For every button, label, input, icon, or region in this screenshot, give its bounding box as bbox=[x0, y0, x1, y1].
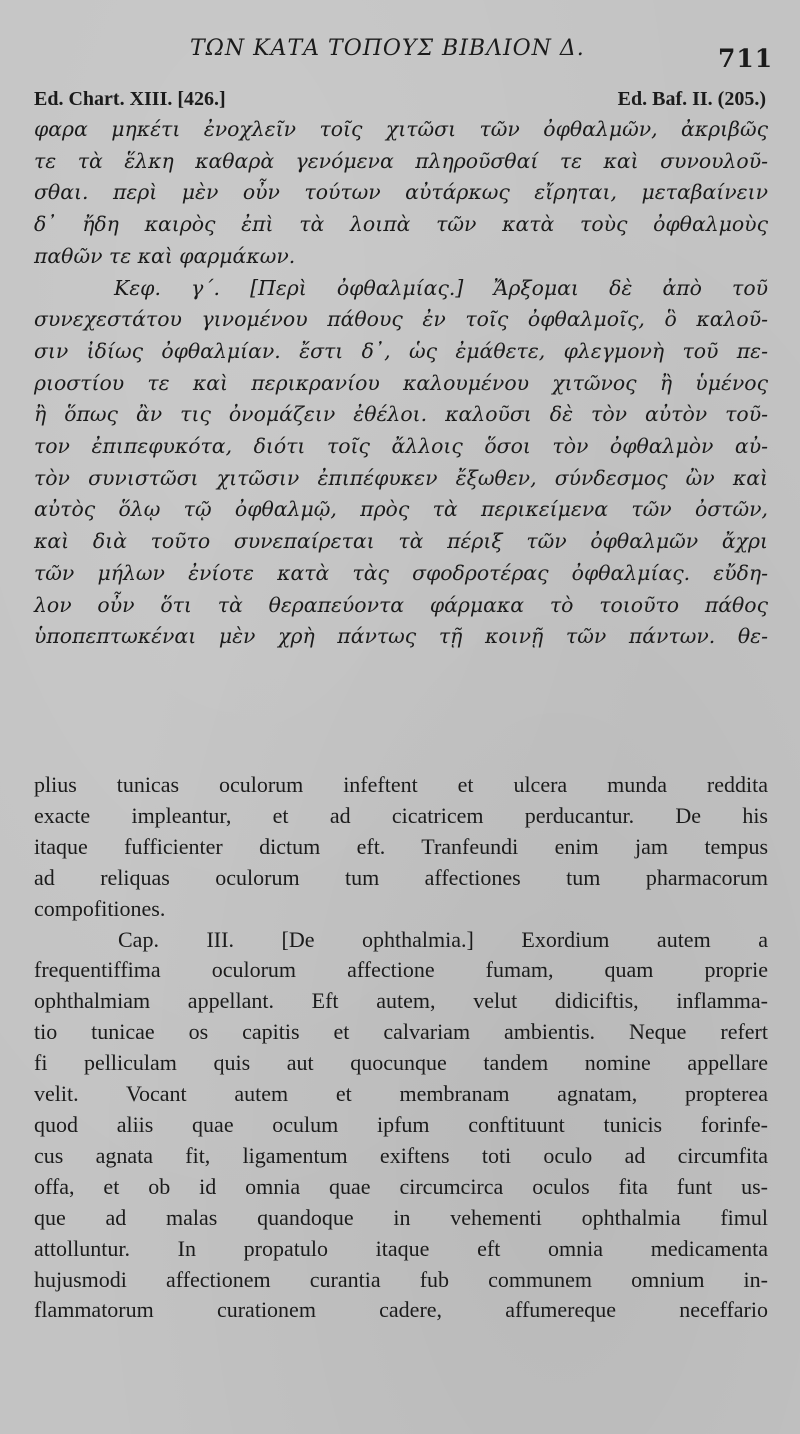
greek-line: τον ἐπιπεφυκότα, διότι τοῖς ἄλλοις ὅσοι τὸν ὀφθαλμὸν αὐ- bbox=[34, 434, 768, 459]
latin-line: frequentiffima oculorum affectione fumam, quam proprie bbox=[34, 957, 768, 983]
greek-line: σθαι. περὶ μὲν οὖν τούτων αὐτάρκως εἴρηται, μεταβαίνειν bbox=[34, 180, 768, 205]
latin-line: flammatorum curationem cadere, affumereque neceffario bbox=[34, 1297, 768, 1323]
latin-line: fi pelliculam quis aut quocunque tandem nomine appellare bbox=[34, 1050, 768, 1076]
latin-chapter-heading-line: Cap. III. [De ophthalmia.] Exordium autem a bbox=[118, 926, 768, 952]
greek-line: τε τὰ ἕλκη καθαρὰ γενόμενα πληροῦσθαί τε καὶ συνουλοῦ- bbox=[34, 148, 768, 173]
latin-line: ophthalmiam appellant. Eft autem, velut didiciftis, inflamma- bbox=[34, 988, 768, 1014]
greek-line: φαρα μηκέτι ἐνοχλεῖν τοῖς χιτῶσι τῶν ὀφθαλμῶν, ἀκριβῶς bbox=[34, 117, 768, 141]
page-number: 711 bbox=[718, 44, 774, 73]
latin-line: exacte impleantur, et ad cicatricem perducantur. De his bbox=[34, 802, 768, 828]
greek-line: αὐτὸς ὅλῳ τῷ ὀφθαλμῷ, πρὸς τὰ περικείμενα τῶν ὀστῶν, bbox=[34, 497, 768, 522]
latin-line: offa, et ob id omnia quae circumcirca oculos fita funt us- bbox=[34, 1173, 768, 1199]
running-title: ΤΩΝ ΚΑΤΑ ΤΟΠΟΥΣ ΒΙΒΛΙΟΝ Δ. bbox=[190, 36, 585, 61]
latin-line: velit. Vocant autem et membranam agnatam, propterea bbox=[34, 1081, 768, 1107]
edition-ref-left: Ed. Chart. XIII. [426.] bbox=[34, 88, 226, 110]
latin-text-block bbox=[34, 770, 768, 1326]
latin-line: itaque fufficienter dictum eft. Tranfeundi enim jam tempus bbox=[34, 833, 768, 859]
greek-line: ὑποπεπτωκέναι μὲν χρὴ πάντως τῇ κοινῇ τῶν πάντων. θε- bbox=[34, 624, 768, 649]
latin-line: que ad malas quandoque in vehementi ophthalmia fimul bbox=[34, 1204, 768, 1230]
greek-line: λον οὖν ὅτι τὰ θεραπεύοντα φάρμακα τὸ τοιοῦτο πάθος bbox=[34, 592, 768, 617]
greek-line: συνεχεστάτου γινομένου πάθους ἐν τοῖς ὀφθαλμοῖς, ὃ καλοῦ- bbox=[34, 307, 768, 332]
latin-line: plius tunicas oculorum infeftent et ulcera munda reddita bbox=[34, 772, 768, 797]
greek-line: σιν ἰδίως ὀφθαλμίαν. ἔστι δ᾽, ὡς ἐμάθετε, φλεγμονὴ τοῦ πε- bbox=[34, 338, 768, 363]
latin-line: ad reliquas oculorum tum affectiones tum pharmacorum bbox=[34, 864, 768, 890]
greek-text-block bbox=[34, 114, 768, 653]
latin-line: quod aliis quae oculum ipfum conftituunt tunicis forinfe- bbox=[34, 1111, 768, 1137]
greek-line: ριοστίου τε καὶ περικρανίου καλουμένου χιτῶνος ἢ ὑμένος bbox=[34, 370, 768, 395]
greek-line: παθῶν τε καὶ φαρμάκων. bbox=[34, 243, 296, 268]
greek-line: δ᾽ ἤδη καιρὸς ἐπὶ τὰ λοιπὰ τῶν κατὰ τοὺς ὀφθαλμοὺς bbox=[34, 212, 768, 237]
greek-line: τῶν μήλων ἐνίοτε κατὰ τὰς σφοδροτέρας ὀφθαλμίας. εὔδη- bbox=[34, 560, 768, 585]
greek-line: ἢ ὅπως ἂν τις ὀνομάζειν ἐθέλοι. καλοῦσι δὲ τὸν αὐτὸν τοῦ- bbox=[34, 402, 768, 427]
latin-line: attolluntur. In propatulo itaque eft omnia medicamenta bbox=[34, 1235, 768, 1261]
latin-line: tio tunicae os capitis et calvariam ambientis. Neque refert bbox=[34, 1019, 768, 1045]
latin-line: hujusmodi affectionem curantia fub communem omnium in- bbox=[34, 1266, 768, 1292]
edition-ref-right: Ed. Baf. II. (205.) bbox=[617, 88, 766, 110]
greek-line: τὸν συνιστῶσι χιτῶσιν ἐπιπέφυκεν ἔξωθεν, σύνδεσμος ὢν καὶ bbox=[34, 465, 768, 490]
latin-line: cus agnata fit, ligamentum exiftens toti oculo ad circumfita bbox=[34, 1142, 768, 1168]
latin-line: compofitiones. bbox=[34, 895, 166, 921]
greek-line: καὶ διὰ τοῦτο συνεπαίρεται τὰ πέριξ τῶν ὀφθαλμῶν ἄχρι bbox=[34, 529, 768, 554]
edition-references bbox=[34, 88, 766, 111]
greek-chapter-heading-line: Κεφ. γ΄. [Περὶ ὀφθαλμίας.] Ἄρξομαι δὲ ἀπὸ τοῦ bbox=[114, 275, 768, 300]
